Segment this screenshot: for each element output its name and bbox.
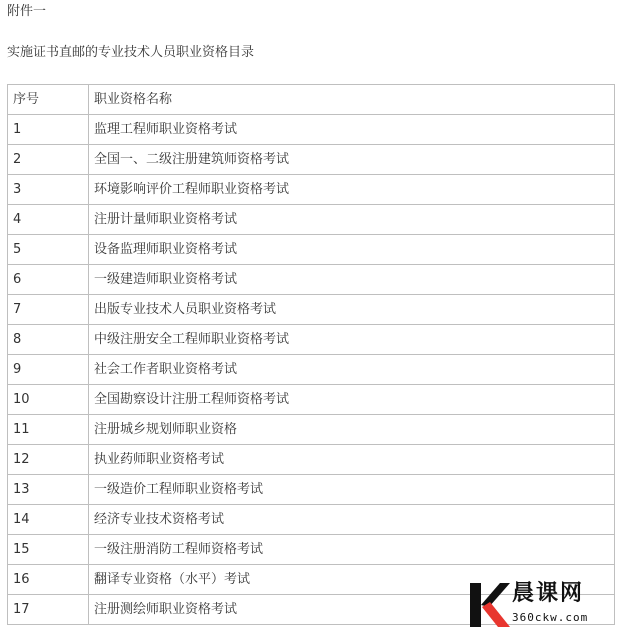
table-row bbox=[8, 385, 615, 415]
table-row bbox=[8, 355, 615, 385]
table-header-row bbox=[8, 85, 615, 115]
qualification-name-cell: 社会工作者职业资格考试 bbox=[89, 355, 615, 385]
table-row bbox=[8, 235, 615, 265]
serial-number-cell: 7 bbox=[8, 295, 89, 325]
qualification-name-cell: 监理工程师职业资格考试 bbox=[89, 115, 615, 145]
document-title: 实施证书直邮的专业技术人员职业资格目录 bbox=[7, 45, 255, 60]
serial-number-cell: 4 bbox=[8, 205, 89, 235]
attachment-label: 附件一 bbox=[7, 4, 47, 19]
table-row bbox=[8, 265, 615, 295]
qualification-name-cell: 设备监理师职业资格考试 bbox=[89, 235, 615, 265]
serial-number-cell: 3 bbox=[8, 175, 89, 205]
table-row bbox=[8, 415, 615, 445]
serial-number-cell: 13 bbox=[8, 475, 89, 505]
table-row bbox=[8, 205, 615, 235]
table-row bbox=[8, 325, 615, 355]
serial-number-cell: 15 bbox=[8, 535, 89, 565]
serial-number-cell: 14 bbox=[8, 505, 89, 535]
brand-logo-icon bbox=[466, 581, 510, 629]
serial-number-cell: 8 bbox=[8, 325, 89, 355]
serial-number-cell: 16 bbox=[8, 565, 89, 595]
table-row bbox=[8, 115, 615, 145]
qualification-name-cell: 翻译专业资格（水平）考试 bbox=[89, 565, 615, 595]
serial-number-cell: 12 bbox=[8, 445, 89, 475]
qualification-name-cell: 一级建造师职业资格考试 bbox=[89, 265, 615, 295]
qualification-name-cell: 全国一、二级注册建筑师资格考试 bbox=[89, 145, 615, 175]
qualification-name-cell: 注册测绘师职业资格考试 bbox=[89, 595, 615, 625]
serial-number-cell: 5 bbox=[8, 235, 89, 265]
brand-watermark bbox=[466, 577, 614, 633]
serial-number-cell: 17 bbox=[8, 595, 89, 625]
header-serial-number: 序号 bbox=[8, 85, 89, 115]
table-row bbox=[8, 445, 615, 475]
qualification-name-cell: 出版专业技术人员职业资格考试 bbox=[89, 295, 615, 325]
qualification-name-cell: 注册计量师职业资格考试 bbox=[89, 205, 615, 235]
qualification-name-cell: 执业药师职业资格考试 bbox=[89, 445, 615, 475]
table-row bbox=[8, 175, 615, 205]
serial-number-cell: 10 bbox=[8, 385, 89, 415]
serial-number-cell: 6 bbox=[8, 265, 89, 295]
table-row bbox=[8, 505, 615, 535]
table-row bbox=[8, 475, 615, 505]
serial-number-cell: 1 bbox=[8, 115, 89, 145]
qualification-name-cell: 中级注册安全工程师职业资格考试 bbox=[89, 325, 615, 355]
table-row bbox=[8, 145, 615, 175]
qualification-name-cell: 经济专业技术资格考试 bbox=[89, 505, 615, 535]
qualification-name-cell: 全国勘察设计注册工程师资格考试 bbox=[89, 385, 615, 415]
qualification-name-cell: 一级造价工程师职业资格考试 bbox=[89, 475, 615, 505]
qualification-name-cell: 环境影响评价工程师职业资格考试 bbox=[89, 175, 615, 205]
table-row bbox=[8, 295, 615, 325]
header-qualification-name: 职业资格名称 bbox=[89, 85, 615, 115]
brand-name: 晨课网 bbox=[512, 581, 585, 606]
qualification-table bbox=[7, 84, 615, 625]
serial-number-cell: 2 bbox=[8, 145, 89, 175]
qualification-name-cell: 注册城乡规划师职业资格 bbox=[89, 415, 615, 445]
qualification-name-cell: 一级注册消防工程师资格考试 bbox=[89, 535, 615, 565]
table-row bbox=[8, 535, 615, 565]
serial-number-cell: 11 bbox=[8, 415, 89, 445]
brand-url: 360ckw.com bbox=[512, 611, 589, 624]
serial-number-cell: 9 bbox=[8, 355, 89, 385]
